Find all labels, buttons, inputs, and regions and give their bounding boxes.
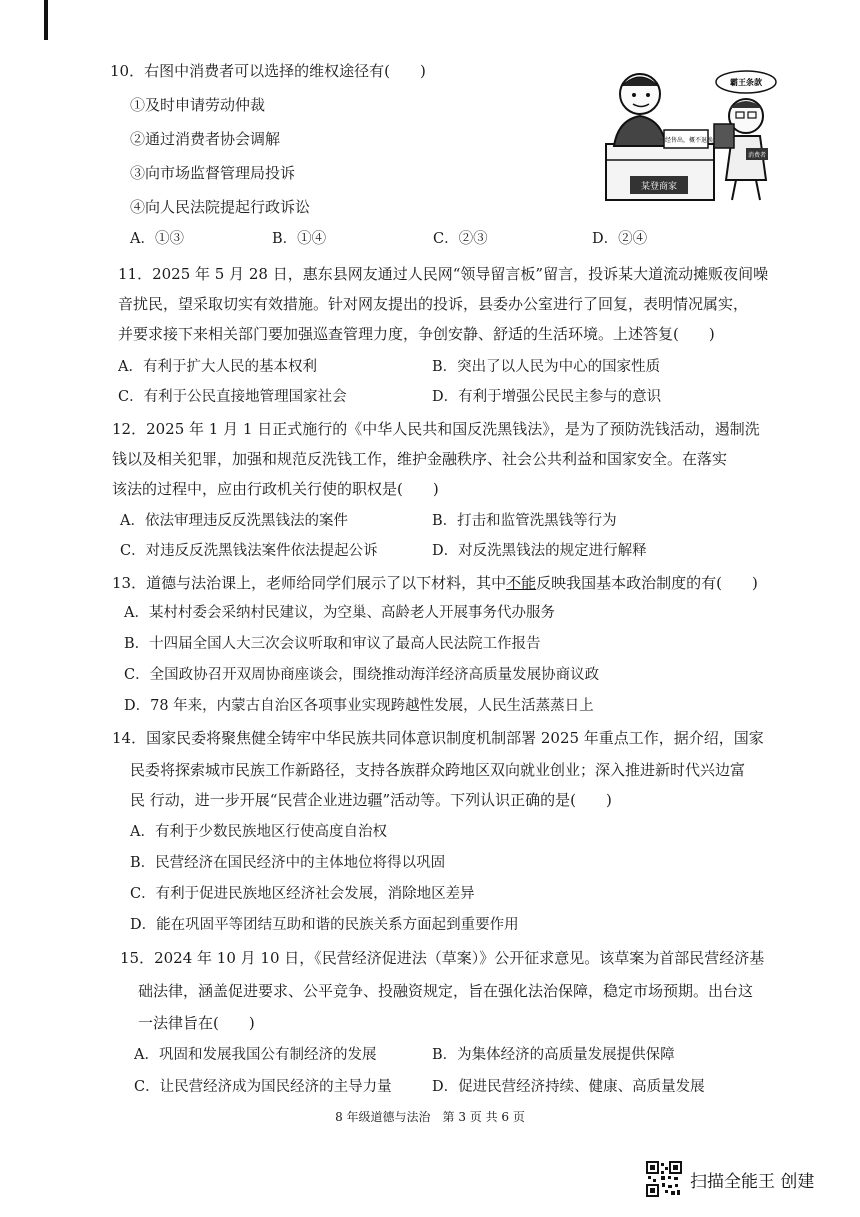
question-15-option-b: B．为集体经济的高质量发展提供保障	[432, 1047, 675, 1063]
question-13-stem-emphasis: 不能	[506, 574, 537, 592]
question-15-stem-line-3: 一法律旨在( )	[138, 1014, 255, 1032]
question-14-option-a: A．有利于少数民族地区行使高度自治权	[130, 824, 387, 840]
question-12-option-a: A．依法审理违反反洗黑钱法的案件	[120, 513, 348, 529]
question-13-stem-before: 13．道德与法治课上，老师给同学们展示了以下材料，其中	[112, 574, 507, 592]
question-14-option-b: B．民营经济在国民经济中的主体地位将得以巩固	[130, 855, 446, 871]
question-10-option-a: A．①③	[130, 231, 184, 247]
question-14-option-d: D．能在巩固平等团结互助和谐的民族关系方面起到重要作用	[130, 917, 519, 933]
question-13-stem	[112, 572, 758, 594]
question-15-option-a: A．巩固和发展我国公有制经济的发展	[134, 1047, 377, 1063]
question-15-option-c: C．让民营经济成为国民经济的主导力量	[134, 1079, 392, 1095]
question-12-stem-line-1: 12．2025 年 1 月 1 日正式施行的《中华人民共和国反洗黑钱法》，是为了预防洗钱活动，遏制洗	[112, 420, 760, 438]
question-14-stem-line-3: 民 行动，进一步开展“民营企业进边疆”活动等。下列认识正确的是( )	[130, 791, 612, 809]
consumer-tag: 消费者	[747, 152, 767, 159]
question-13-option-c: C．全国政协召开双周协商座谈会，围绕推动海洋经济高质量发展协商议政	[124, 667, 600, 683]
watermark-text: 扫描全能王 创建	[690, 1171, 815, 1192]
question-12-option-c: C．对违反反洗黑钱法案件依法提起公诉	[120, 543, 378, 559]
question-12-option-d: D．对反洗黑钱法的规定进行解释	[432, 543, 647, 559]
question-11-stem-line-3: 并要求接下来相关部门要加强巡查管理力度，争创安静、舒适的生活环境。上述答复( )	[118, 325, 715, 343]
qr-code-icon	[646, 1161, 682, 1197]
question-12-stem-line-3: 该法的过程中，应由行政机关行使的职权是( )	[112, 480, 439, 498]
question-14-option-c: C．有利于促进民族地区经济社会发展，消除地区差异	[130, 886, 475, 902]
question-10-statement-3: ③向市场监督管理局投诉	[130, 164, 296, 182]
consumer-rights-cartoon	[596, 64, 784, 204]
question-10-option-b: B．①④	[272, 231, 327, 247]
question-15-option-d: D．促进民营经济持续、健康、高质量发展	[432, 1079, 705, 1095]
stall-label: 某登商家	[640, 182, 678, 192]
unfair-clause-badge: 霸王条款	[730, 78, 762, 87]
question-14-stem-line-2: 民委将探索城市民族工作新路径，支持各族群众跨地区双向就业创业；深入推进新时代兴边富	[130, 761, 746, 779]
question-11-option-b: B．突出了以人民为中心的国家性质	[432, 359, 661, 375]
question-10-statement-1: ①及时申请劳动仲裁	[130, 96, 266, 114]
question-13-option-a: A．某村村委会采纳村民建议，为空巢、高龄老人开展事务代办服务	[124, 605, 555, 621]
question-12-option-b: B．打击和监管洗黑钱等行为	[432, 513, 617, 529]
question-10-statement-4: ④向人民法院提起行政诉讼	[130, 198, 311, 216]
scanner-watermark	[646, 1161, 814, 1197]
question-10-statement-2: ②通过消费者协会调解	[130, 130, 281, 148]
question-13-stem-after: 反映我国基本政治制度的有( )	[536, 574, 758, 592]
page-footer: 8 年级道德与法治 第 3 页 共 6 页	[335, 1110, 525, 1124]
no-return-sign: 一经售出，概不退换	[658, 137, 714, 144]
question-11-stem-line-1: 11．2025 年 5 月 28 日，惠东县网友通过人民网“领导留言板”留言，投诉某大道流动摊贩夜间噪	[118, 265, 769, 283]
question-11-option-c: C．有利于公民直接地管理国家社会	[118, 389, 347, 405]
question-13-option-d: D．78 年来，内蒙古自治区各项事业实现跨越性发展，人民生活蒸蒸日上	[124, 698, 594, 714]
question-10-stem: 10．右图中消费者可以选择的维权途径有( )	[110, 62, 426, 80]
question-11-option-a: A．有利于扩大人民的基本权利	[118, 359, 317, 375]
question-15-stem-line-1: 15．2024 年 10 月 10 日，《民营经济促进法（草案）》公开征求意见。该草案为首部民营经济基	[120, 949, 765, 967]
question-10-option-c: C．②③	[433, 231, 488, 247]
question-10-option-d: D．②④	[592, 231, 648, 247]
question-13-option-b: B．十四届全国人大三次会议听取和审议了最高人民法院工作报告	[124, 636, 541, 652]
question-12-stem-line-2: 钱以及相关犯罪，加强和规范反洗钱工作，维护金融秩序、社会公共利益和国家安全。在落实	[112, 450, 728, 468]
question-15-stem-line-2: 础法律，涵盖促进要求、公平竞争、投融资规定，旨在强化法治保障，稳定市场预期。出台这	[138, 982, 754, 1000]
question-11-option-d: D．有利于增强公民民主参与的意识	[432, 389, 662, 405]
question-14-stem-line-1: 14．国家民委将聚焦健全铸牢中华民族共同体意识制度机制部署 2025 年重点工作，据介绍，国家	[112, 729, 764, 747]
question-11-stem-line-2: 音扰民，望采取切实有效措施。针对网友提出的投诉，县委办公室进行了回复，表明情况属实，	[118, 295, 749, 313]
